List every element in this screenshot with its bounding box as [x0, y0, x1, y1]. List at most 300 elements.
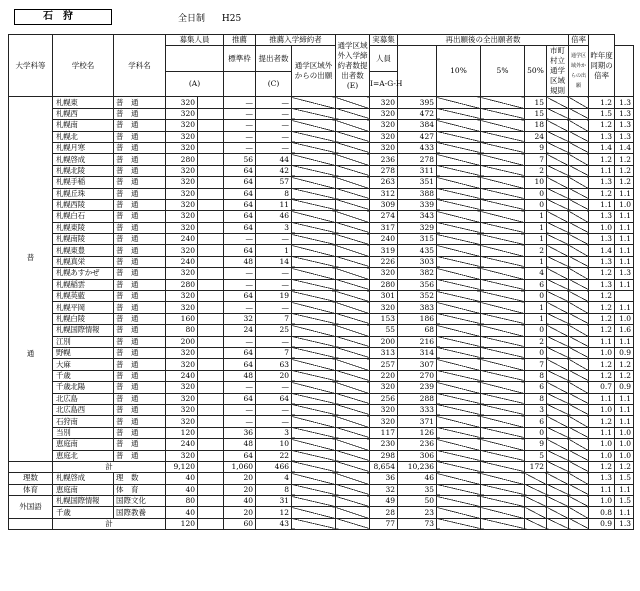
col-applicants: 提出者数 [256, 46, 292, 72]
applicant-value: — [256, 416, 292, 427]
rate-value: 1.3 [589, 131, 615, 142]
table-row [9, 302, 634, 313]
col-city: 市町村立通学区域規則 [547, 46, 569, 97]
blank-cell [525, 496, 547, 507]
blank-cell [437, 461, 481, 472]
blank-cell [437, 120, 481, 131]
school-name: 恵庭南 [53, 484, 114, 495]
actual-value: 320 [370, 97, 398, 108]
applicant-value: 7 [256, 313, 292, 324]
applicant-value: 10 [256, 439, 292, 450]
recommend-value: 64 [224, 199, 256, 210]
blank-cell [292, 177, 336, 188]
blank-cell [547, 382, 569, 393]
grand-prev-rate: 1.3 [615, 518, 634, 529]
applicant-value: 7 [256, 347, 292, 358]
applicant-value: 31 [256, 496, 292, 507]
blank-cell [569, 404, 589, 415]
blank-cell [292, 496, 336, 507]
table-row [9, 222, 634, 233]
blank-cell [336, 404, 370, 415]
blank-cell [336, 131, 370, 142]
final-value: 352 [398, 291, 437, 302]
blank-cell [569, 177, 589, 188]
outside-value: 1 [525, 222, 547, 233]
blank-cell [198, 359, 224, 370]
prev-rate-value: 1.1 [615, 336, 634, 347]
rate-value: 1.2 [589, 268, 615, 279]
subject-name: 理 数 [114, 473, 166, 484]
applicant-value: 25 [256, 325, 292, 336]
blank-cell [569, 496, 589, 507]
outside-value: 0 [525, 291, 547, 302]
grand-actual: 77 [370, 518, 398, 529]
recommend-value: 20 [224, 507, 256, 518]
table-row [9, 484, 634, 495]
blank-cell [437, 450, 481, 461]
blank-cell [437, 222, 481, 233]
table-row [9, 496, 634, 507]
capacity-value: 80 [166, 325, 198, 336]
blank-cell [437, 142, 481, 153]
category-label: 体育 [9, 484, 53, 495]
table-row [9, 211, 634, 222]
blank-cell [481, 416, 525, 427]
actual-value: 28 [370, 507, 398, 518]
total-recommend: 1,060 [224, 461, 256, 472]
blank-cell [336, 450, 370, 461]
blank-cell [437, 313, 481, 324]
recommend-value: — [224, 416, 256, 427]
col-actual: 実募集 [370, 35, 398, 46]
school-name: 札幌南 [53, 120, 114, 131]
outside-value: 9 [525, 439, 547, 450]
applicant-value: — [256, 382, 292, 393]
blank-cell [481, 131, 525, 142]
blank-cell [481, 97, 525, 108]
blank-cell [292, 347, 336, 358]
school-name: 札幌南陵 [53, 234, 114, 245]
blank-cell [336, 518, 370, 529]
prev-rate-value: 1.0 [615, 450, 634, 461]
blank-cell [547, 359, 569, 370]
final-value: 278 [398, 154, 437, 165]
subject-name: 普 通 [114, 347, 166, 358]
blank-cell [336, 268, 370, 279]
final-value: 239 [398, 382, 437, 393]
blank-cell [198, 461, 224, 472]
table-row [9, 507, 634, 518]
blank-cell [292, 507, 336, 518]
rate-value: 1.3 [589, 473, 615, 484]
grand-total-row [9, 518, 634, 529]
col-outside: 通学区域外からの出願 [292, 46, 336, 97]
outside-value: 24 [525, 131, 547, 142]
applicant-value: 14 [256, 256, 292, 267]
blank-cell [481, 211, 525, 222]
recommend-value: 48 [224, 439, 256, 450]
outside-value: 10 [525, 177, 547, 188]
total-final: 10,236 [398, 461, 437, 472]
blank-cell [481, 108, 525, 119]
prev-rate-value [615, 291, 634, 302]
subject-name: 普 通 [114, 404, 166, 415]
recommend-value: — [224, 120, 256, 131]
blank-cell [547, 404, 569, 415]
blank-cell [292, 382, 336, 393]
blank-cell [481, 484, 525, 495]
table-row [9, 142, 634, 153]
category-label: 普 [26, 253, 35, 263]
blank-cell [336, 120, 370, 131]
blank-cell [198, 427, 224, 438]
blank-cell [481, 461, 525, 472]
prev-rate-value: 1.1 [615, 393, 634, 404]
blank-cell [292, 416, 336, 427]
prev-rate-value: 1.2 [615, 177, 634, 188]
applicant-value: 8 [256, 484, 292, 495]
blank-cell [547, 291, 569, 302]
blank-cell [547, 234, 569, 245]
table-row [9, 382, 634, 393]
blank-cell [336, 142, 370, 153]
table-row [9, 473, 634, 484]
blank-cell [198, 313, 224, 324]
final-value: 270 [398, 370, 437, 381]
col-capacity: 募集人員 [166, 35, 224, 46]
outside-value: 8 [525, 393, 547, 404]
rate-value: 1.2 [589, 154, 615, 165]
blank-cell [481, 177, 525, 188]
blank-cell [547, 336, 569, 347]
subject-name: 普 通 [114, 131, 166, 142]
recommend-value: — [224, 382, 256, 393]
outside-value: 0 [525, 199, 547, 210]
table-row [9, 268, 634, 279]
actual-value: 309 [370, 199, 398, 210]
school-name: 札幌北陵 [53, 165, 114, 176]
blank-cell [198, 108, 224, 119]
table-row [9, 199, 634, 210]
subject-name: 普 通 [114, 439, 166, 450]
table-row [9, 177, 634, 188]
final-value: 383 [398, 302, 437, 313]
recommend-value: 64 [224, 291, 256, 302]
blank-cell [292, 108, 336, 119]
prev-rate-value: 1.1 [615, 256, 634, 267]
capacity-value: 320 [166, 393, 198, 404]
table-row [9, 256, 634, 267]
blank-cell [292, 199, 336, 210]
school-name: 札幌月寒 [53, 142, 114, 153]
applicant-value: 42 [256, 165, 292, 176]
recommend-value: 64 [224, 347, 256, 358]
blank-cell [547, 518, 569, 529]
grand-final: 73 [398, 518, 437, 529]
school-name: 札幌東陵 [53, 222, 114, 233]
subject-name: 体 育 [114, 484, 166, 495]
blank-cell [292, 120, 336, 131]
blank-cell [437, 97, 481, 108]
outside-value: 7 [525, 359, 547, 370]
school-name: 札幌英藍 [53, 291, 114, 302]
school-name: 大麻 [53, 359, 114, 370]
rate-value: 1.0 [589, 222, 615, 233]
blank-cell [292, 370, 336, 381]
school-name: 札幌手稲 [53, 177, 114, 188]
actual-value: 319 [370, 245, 398, 256]
school-name: 札幌啓成 [53, 473, 114, 484]
rate-value: 1.2 [589, 325, 615, 336]
category-label: 通 [26, 349, 35, 359]
blank-cell [525, 507, 547, 518]
rate-value: 1.2 [589, 120, 615, 131]
capacity-value: 320 [166, 177, 198, 188]
blank-cell [437, 131, 481, 142]
applicant-value: 57 [256, 177, 292, 188]
grand-rate: 0.9 [589, 518, 615, 529]
blank-cell [198, 370, 224, 381]
blank-cell [292, 256, 336, 267]
subject-name: 普 通 [114, 154, 166, 165]
table-row [9, 325, 634, 336]
rate-value: 1.2 [589, 291, 615, 302]
actual-value: 301 [370, 291, 398, 302]
subject-name: 普 通 [114, 268, 166, 279]
actual-value: 36 [370, 473, 398, 484]
blank-cell [292, 393, 336, 404]
capacity-value: 320 [166, 120, 198, 131]
blank-cell [198, 393, 224, 404]
recommend-value: 56 [224, 154, 256, 165]
table-row [9, 439, 634, 450]
blank-cell [437, 439, 481, 450]
blank-cell [569, 382, 589, 393]
final-value: 311 [398, 165, 437, 176]
outside-value: 7 [525, 154, 547, 165]
recommend-value: 20 [224, 484, 256, 495]
blank-cell [547, 177, 569, 188]
final-value: 382 [398, 268, 437, 279]
blank-cell [198, 496, 224, 507]
blank-cell [525, 518, 547, 529]
capacity-value: 320 [166, 416, 198, 427]
actual-value: 312 [370, 188, 398, 199]
blank-cell [292, 291, 336, 302]
subject-name: 国際文化 [114, 496, 166, 507]
capacity-value: 320 [166, 302, 198, 313]
blank-cell [336, 222, 370, 233]
actual-value: 278 [370, 165, 398, 176]
blank-cell [336, 291, 370, 302]
rate-value: 1.1 [589, 427, 615, 438]
enrollment-table [8, 34, 634, 530]
capacity-value: 320 [166, 450, 198, 461]
outside-value: 15 [525, 108, 547, 119]
blank-cell [292, 154, 336, 165]
blank-cell [336, 393, 370, 404]
blank-cell [547, 484, 569, 495]
outside-value: 1 [525, 211, 547, 222]
blank-cell [198, 336, 224, 347]
outside-value: 0 [525, 188, 547, 199]
recommend-value: 32 [224, 313, 256, 324]
final-value: 23 [398, 507, 437, 518]
table-row [9, 188, 634, 199]
final-value: 388 [398, 188, 437, 199]
final-value: 288 [398, 393, 437, 404]
blank-cell [292, 450, 336, 461]
subject-name: 普 通 [114, 256, 166, 267]
blank-cell [569, 211, 589, 222]
final-value: 427 [398, 131, 437, 142]
capacity-value: 320 [166, 359, 198, 370]
applicant-value: — [256, 336, 292, 347]
final-value: 314 [398, 347, 437, 358]
system-label: 全日制 [178, 14, 206, 24]
actual-value: 313 [370, 347, 398, 358]
recommend-value: — [224, 108, 256, 119]
outside-value: 2 [525, 336, 547, 347]
table-row [9, 245, 634, 256]
final-value: 395 [398, 97, 437, 108]
blank-cell [481, 473, 525, 484]
blank-cell [437, 154, 481, 165]
capacity-value: 320 [166, 245, 198, 256]
blank-cell [336, 234, 370, 245]
applicant-value: 63 [256, 359, 292, 370]
prev-rate-value: 1.1 [615, 416, 634, 427]
capacity-value: 280 [166, 279, 198, 290]
subject-name: 普 通 [114, 302, 166, 313]
blank-cell [437, 245, 481, 256]
blank-cell [198, 177, 224, 188]
col-c: (C) [256, 71, 292, 97]
blank-cell [292, 234, 336, 245]
blank-cell [437, 416, 481, 427]
blank-cell [198, 404, 224, 415]
recommend-value: 64 [224, 245, 256, 256]
capacity-value: 240 [166, 439, 198, 450]
total-row [9, 461, 634, 472]
blank-cell [569, 507, 589, 518]
blank-cell [569, 279, 589, 290]
outside-value: 1 [525, 302, 547, 313]
blank-cell [198, 291, 224, 302]
header-row-1 [9, 35, 634, 46]
rate-value: 1.0 [589, 439, 615, 450]
rate-value: 1.3 [589, 211, 615, 222]
final-value: 306 [398, 450, 437, 461]
rate-value: 1.3 [589, 256, 615, 267]
school-name: 千歳 [53, 507, 114, 518]
actual-value: 220 [370, 370, 398, 381]
blank-cell [198, 256, 224, 267]
capacity-value: 40 [166, 484, 198, 495]
outside-value: 15 [525, 97, 547, 108]
table-row [9, 347, 634, 358]
school-name: 札幌国際情報 [53, 496, 114, 507]
blank-cell [437, 370, 481, 381]
col-a: (A) [166, 71, 224, 97]
school-name: 札幌あすかぜ [53, 268, 114, 279]
blank-cell [437, 325, 481, 336]
recommend-value: 48 [224, 370, 256, 381]
prev-rate-value: 1.3 [615, 131, 634, 142]
blank-cell [569, 313, 589, 324]
blank-cell [437, 302, 481, 313]
blank-cell [569, 427, 589, 438]
blank-cell [437, 211, 481, 222]
outside-value: 1 [525, 256, 547, 267]
grand-capacity: 120 [166, 518, 198, 529]
outside-value: 18 [525, 120, 547, 131]
blank-cell [569, 256, 589, 267]
rate-value: 1.2 [589, 359, 615, 370]
rate-value: 0.7 [589, 382, 615, 393]
final-value: 50 [398, 496, 437, 507]
blank-cell [336, 427, 370, 438]
applicant-value: 12 [256, 507, 292, 518]
school-name: 札幌白陵 [53, 313, 114, 324]
blank-cell [569, 347, 589, 358]
subject-name: 普 通 [114, 370, 166, 381]
blank-cell [336, 416, 370, 427]
final-value: 343 [398, 211, 437, 222]
outside-value: 6 [525, 416, 547, 427]
subject-name: 普 通 [114, 165, 166, 176]
table-row [9, 336, 634, 347]
final-value: 236 [398, 439, 437, 450]
blank-cell [547, 108, 569, 119]
blank-cell [547, 142, 569, 153]
applicant-value: 3 [256, 222, 292, 233]
prev-rate-value: 1.1 [615, 222, 634, 233]
col-p5: 5% [481, 46, 525, 97]
final-value: 329 [398, 222, 437, 233]
rate-value: 1.1 [589, 484, 615, 495]
school-name: 野幌 [53, 347, 114, 358]
capacity-value: 320 [166, 211, 198, 222]
school-name: 恵庭北 [53, 450, 114, 461]
prev-rate-value: 1.1 [615, 302, 634, 313]
subject-name: 普 通 [114, 336, 166, 347]
blank-cell [481, 496, 525, 507]
table-row [9, 416, 634, 427]
actual-value: 320 [370, 302, 398, 313]
blank-cell [336, 496, 370, 507]
blank-cell [198, 473, 224, 484]
blank-cell [292, 142, 336, 153]
category-label: 理数 [9, 473, 53, 484]
rate-value: 1.2 [589, 313, 615, 324]
blank-cell [198, 245, 224, 256]
blank-cell [481, 359, 525, 370]
blank-cell [569, 473, 589, 484]
blank-cell [437, 518, 481, 529]
subject-name: 普 通 [114, 393, 166, 404]
blank-cell [481, 199, 525, 210]
blank-cell [336, 359, 370, 370]
table-row [9, 97, 634, 108]
capacity-value: 40 [166, 507, 198, 518]
blank-cell [198, 142, 224, 153]
blank-cell [569, 461, 589, 472]
rate-value: 1.0 [589, 496, 615, 507]
total-outside: 172 [525, 461, 547, 472]
blank-cell [198, 416, 224, 427]
actual-value: 320 [370, 382, 398, 393]
